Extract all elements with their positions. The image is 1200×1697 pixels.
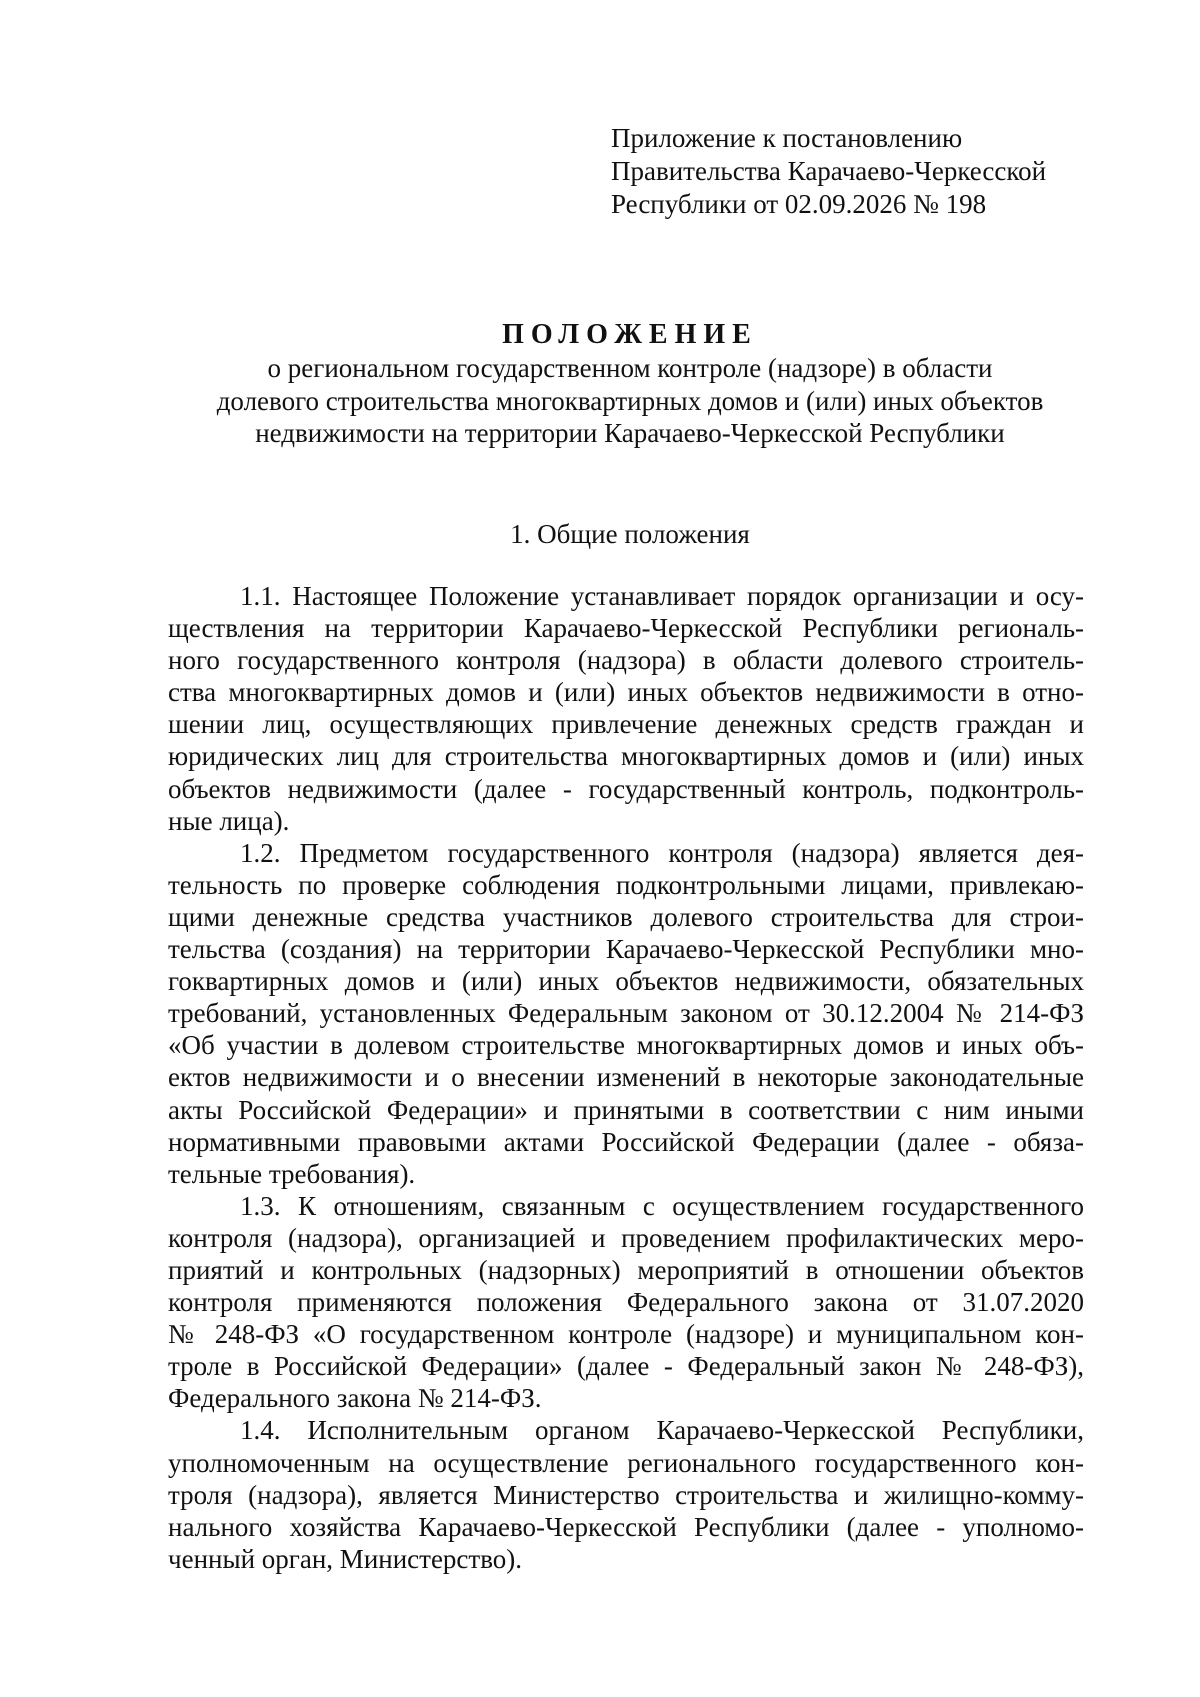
- paragraph-line: шении лиц, осуществляющих привлечение денежных средств граждан и: [168, 709, 1084, 740]
- paragraph-line: ектов недвижимости и о внесении изменений в некоторые законодательные: [168, 1062, 1084, 1093]
- paragraph-line: тельные требования).: [168, 1158, 416, 1189]
- subtitle-line: о региональном государственном контроле (надзоре) в области: [267, 353, 993, 383]
- subtitle-line: долевого строительства многоквартирных домов и (или) иных объектов: [216, 385, 1044, 416]
- appendix-line: Республики от 02.09.2026 № 198: [611, 189, 987, 219]
- paragraph-line: контроля (надзора), организацией и проведением профилактических меро-: [168, 1222, 1084, 1253]
- paragraph-line: нормативными правовыми актами Российской Федерации (далее - обяза-: [168, 1126, 1084, 1157]
- section-heading: 1. Общие положения: [510, 519, 750, 549]
- paragraph-line: контроля применяются положения Федерального закона от 31.07.2020: [168, 1287, 1084, 1318]
- document-title: ПОЛОЖЕНИЕ: [502, 319, 758, 350]
- paragraph-line: 1.1. Настоящее Положение устанавливает порядок организации и осу-: [240, 581, 1084, 611]
- paragraph-line: ные лица).: [168, 805, 290, 836]
- paragraph: [168, 1414, 1084, 1574]
- paragraph-line: ного государственного контроля (надзора) в области долевого строитель-: [168, 645, 1084, 676]
- paragraph-line: ществления на территории Карачаево-Черкесской Республики региональ-: [168, 613, 1084, 644]
- paragraph-line: ченный орган, Министерство).: [168, 1543, 523, 1574]
- paragraph-line: нального хозяйства Карачаево-Черкесской Республики (далее - уполномо-: [168, 1511, 1084, 1542]
- paragraph-line: № 248-ФЗ «О государственном контроле (надзоре) и муниципальном кон-: [168, 1319, 1084, 1350]
- paragraph-line: требований, установленных Федеральным законом от 30.12.2004 № 214-ФЗ: [168, 998, 1084, 1029]
- paragraph-line: ства многоквартирных домов и (или) иных объектов недвижимости в отно-: [168, 677, 1084, 708]
- paragraph-line: «Об участии в долевом строительстве многоквартирных домов и иных объ-: [168, 1030, 1084, 1061]
- paragraph-line: тельность по проверке соблюдения подконтрольными лицами, привлекаю-: [168, 869, 1084, 900]
- paragraph: [168, 837, 1084, 1190]
- paragraph-line: приятий и контрольных (надзорных) мероприятий в отношении объектов: [168, 1254, 1084, 1285]
- paragraph-line: гоквартирных домов и (или) иных объектов недвижимости, обязательных: [168, 966, 1084, 997]
- paragraph: [168, 1190, 1084, 1415]
- paragraph: [168, 580, 1084, 837]
- paragraph-line: щими денежные средства участников долевого строительства для строи-: [168, 901, 1084, 932]
- subtitle-line: недвижимости на территории Карачаево-Черкесской Республики: [255, 418, 1005, 448]
- paragraph-line: троля (надзора), является Министерство строительства и жилищно-комму-: [168, 1479, 1084, 1510]
- document-body: [168, 580, 1084, 1575]
- paragraph-line: акты Российской Федерации» и принятыми в соответствии с ним иными: [168, 1094, 1084, 1125]
- document-subtitle: [150, 352, 1110, 450]
- appendix-reference: [611, 122, 1131, 221]
- paragraph-line: юридических лиц для строительства многоквартирных домов и (или) иных: [168, 741, 1084, 772]
- paragraph-line: Федерального закона № 214-ФЗ.: [168, 1383, 542, 1414]
- paragraph-line: троле в Российской Федерации» (далее - Федеральный закон № 248-ФЗ),: [168, 1351, 1084, 1382]
- paragraph-line: 1.2. Предметом государственного контроля (надзора) является дея-: [240, 837, 1084, 868]
- title-block: [150, 318, 1110, 450]
- paragraph-line: объектов недвижимости (далее - государственный контроль, подконтроль-: [168, 773, 1084, 804]
- paragraph-line: 1.3. К отношениям, связанным с осуществлением государственного: [240, 1190, 1084, 1221]
- appendix-line: Приложение к постановлению: [611, 123, 963, 153]
- appendix-line: Правительства Карачаево-Черкесской: [611, 156, 1047, 186]
- paragraph-line: уполномоченным на осуществление регионального государственного кон-: [168, 1447, 1084, 1478]
- paragraph-line: 1.4. Исполнительным органом Карачаево-Черкесской Республики,: [240, 1415, 1084, 1446]
- paragraph-line: тельства (создания) на территории Карачаево-Черкесской Республики мно-: [168, 934, 1084, 965]
